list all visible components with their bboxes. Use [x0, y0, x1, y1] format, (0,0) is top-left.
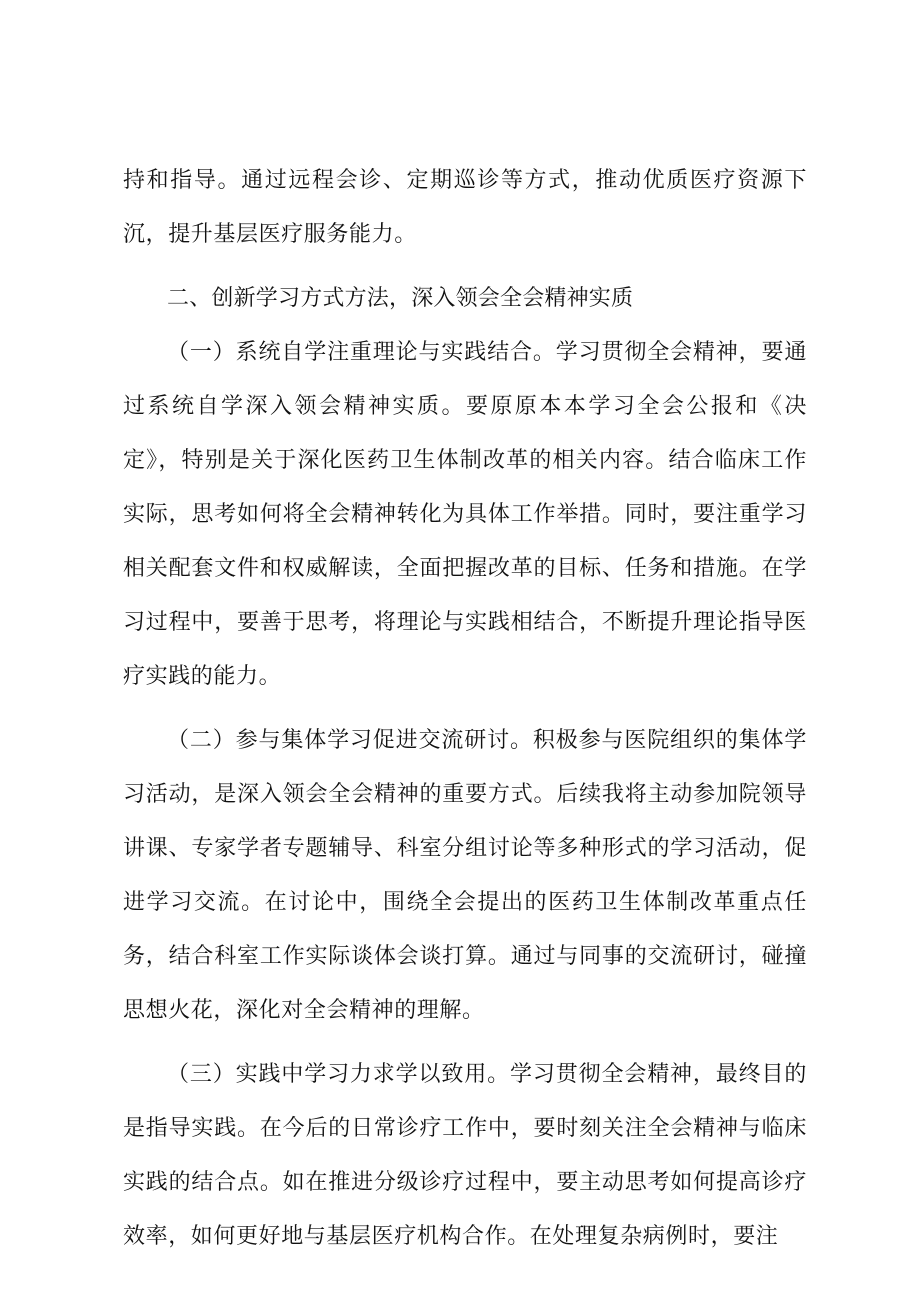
paragraph-group-study: （二）参与集体学习促进交流研讨。积极参与医院组织的集体学习活动，是深入领会全会精神的重要方式。后续我将主动参加院领导讲课、专家学者专题辅导、科室分组讨论等多种形式的学习活动，促进学习交流。在讨论中，围绕全会提出的医药卫生体制改革重点任务，结合科室工作实际谈体会谈打算。通过与同事的交流研讨，碰撞思想火花，深化对全会精神的理解。	[123, 728, 807, 1023]
section-heading: 二、创新学习方式方法，深入领会全会精神实质	[167, 286, 634, 311]
document-body	[123, 154, 807, 1264]
paragraph-practice: （三）实践中学习力求学以致用。学习贯彻全会精神，最终目的是指导实践。在今后的日常诊疗工作中，要时刻关注全会精神与临床实践的结合点。如在推进分级诊疗过程中，要主动思考如何提高诊疗效率，如何更好地与基层医疗机构合作。在处理复杂病例时，要注	[123, 1062, 807, 1249]
paragraph-gap	[123, 1038, 807, 1048]
paragraph-continuation: 持和指导。通过远程会诊、定期巡诊等方式，推动优质医疗资源下沉，提升基层医疗服务能力。	[123, 168, 807, 247]
paragraph-gap	[123, 262, 807, 272]
paragraph-gap	[123, 704, 807, 714]
paragraph-self-study: （一）系统自学注重理论与实践结合。学习贯彻全会精神，要通过系统自学深入领会精神实质。要原原本本学习全会公报和《决定》，特别是关于深化医药卫生体制改革的相关内容。结合临床工作实际，思考如何将全会精神转化为具体工作举措。同时，要注重学习相关配套文件和权威解读，全面把握改革的目标、任务和措施。在学习过程中，要善于思考，将理论与实践相结合，不断提升理论指导医疗实践的能力。	[123, 340, 807, 689]
